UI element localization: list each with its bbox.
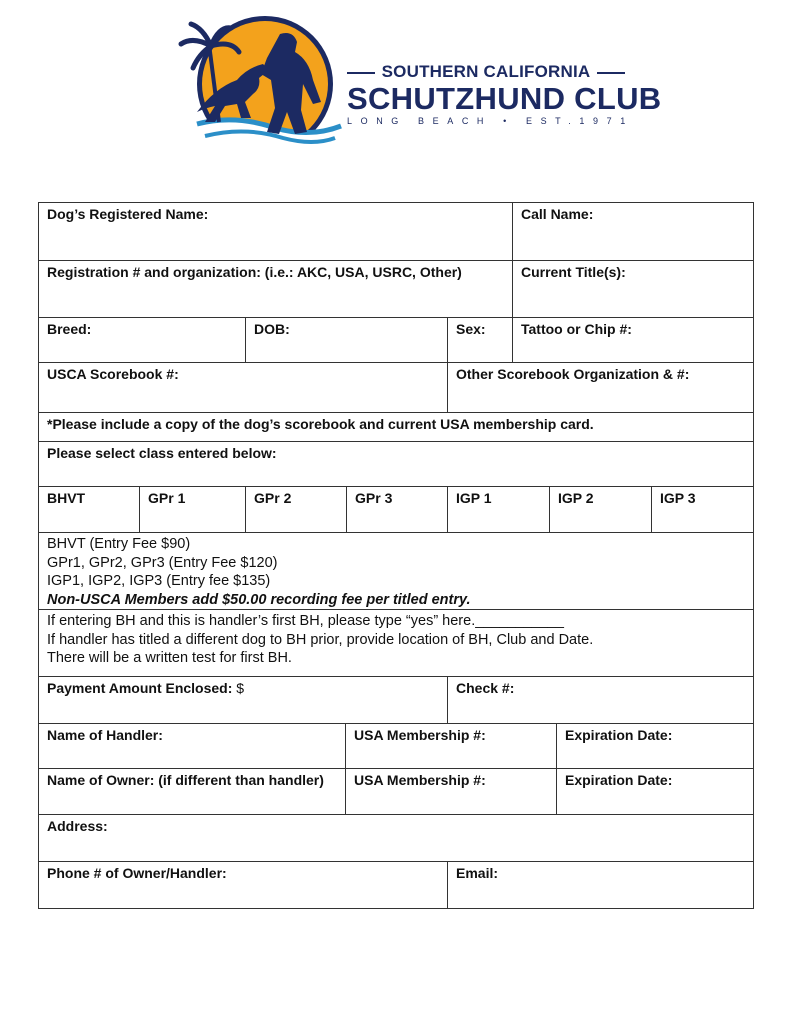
sex-label: Sex:: [456, 321, 486, 337]
call-name-label: Call Name:: [521, 206, 594, 222]
bh-test-line: There will be a written test for first BH.: [47, 650, 292, 666]
class-label: GPr 1: [148, 490, 186, 506]
owner-name-field[interactable]: [39, 769, 346, 815]
class-label: IGP 1: [456, 490, 492, 506]
dob-field[interactable]: [246, 318, 448, 363]
usca-scorebook-field[interactable]: [39, 363, 448, 413]
dog-registered-name-field[interactable]: [39, 203, 513, 261]
owner-expiration-field[interactable]: [557, 769, 753, 815]
owner-usa-membership-field[interactable]: [346, 769, 557, 815]
breed-field[interactable]: [39, 318, 246, 363]
email-label: Email:: [456, 865, 499, 881]
owner-name-label: Name of Owner: (if different than handler): [47, 772, 324, 788]
fee-igp: IGP1, IGP2, IGP3 (Entry fee $135): [47, 573, 271, 589]
wordmark-line2: SCHUTZHUND CLUB: [347, 81, 662, 116]
dollar-sign: $: [232, 680, 245, 696]
check-number-field[interactable]: [448, 677, 753, 724]
divider-left: [347, 72, 375, 74]
other-scorebook-field[interactable]: [448, 363, 753, 413]
breed-label: Breed:: [47, 321, 92, 337]
class-option-bhvt[interactable]: [39, 487, 140, 533]
class-label: GPr 2: [254, 490, 292, 506]
handler-usa-membership-label: USA Membership #:: [354, 727, 486, 743]
handler-name-field[interactable]: [39, 724, 346, 769]
class-option-igp1[interactable]: [448, 487, 550, 533]
owner-usa-membership-label: USA Membership #:: [354, 772, 486, 788]
sex-field[interactable]: [448, 318, 513, 363]
address-field[interactable]: [39, 815, 753, 862]
class-label: IGP 3: [660, 490, 696, 506]
registration-label: Registration # and organization: (i.e.: AKC, USA, USRC, Other): [47, 264, 462, 280]
scorebook-note-text: *Please include a copy of the dog’s scorebook and current USA membership card.: [47, 416, 594, 432]
club-emblem-icon: [175, 14, 350, 154]
class-label: BHVT: [47, 490, 86, 506]
scorebook-note: [39, 413, 753, 442]
payment-amount-field[interactable]: [39, 677, 448, 724]
dob-label: DOB:: [254, 321, 290, 337]
fee-bhvt: BHVT (Entry Fee $90): [47, 536, 191, 552]
call-name-field[interactable]: [513, 203, 753, 261]
bh-prior-line: If handler has titled a different dog to BH prior, provide location of BH, Club and Date.: [47, 631, 594, 648]
wordmark-top: [347, 62, 625, 82]
current-titles-label: Current Title(s):: [521, 264, 626, 280]
tattoo-chip-label: Tattoo or Chip #:: [521, 321, 632, 337]
wordmark-line3: LONG BEACH • EST.1971: [347, 116, 634, 126]
current-titles-field[interactable]: [513, 261, 753, 318]
class-option-gpr1[interactable]: [140, 487, 246, 533]
club-logo: [175, 14, 662, 154]
bh-info[interactable]: [39, 610, 753, 677]
entry-form: [38, 202, 754, 909]
phone-label: Phone # of Owner/Handler:: [47, 865, 227, 881]
address-label: Address:: [47, 818, 108, 834]
club-wordmark: [347, 62, 662, 126]
tattoo-chip-field[interactable]: [513, 318, 753, 363]
usca-scorebook-label: USCA Scorebook #:: [47, 366, 179, 382]
class-label: IGP 2: [558, 490, 594, 506]
phone-field[interactable]: [39, 862, 448, 908]
handler-name-label: Name of Handler:: [47, 727, 163, 743]
payment-amount-label: Payment Amount Enclosed:: [47, 680, 233, 696]
fee-gpr: GPr1, GPr2, GPr3 (Entry Fee $120): [47, 554, 278, 571]
dog-registered-name-label: Dog’s Registered Name:: [47, 206, 209, 222]
divider-right: [597, 72, 625, 74]
email-field[interactable]: [448, 862, 753, 908]
class-option-igp3[interactable]: [652, 487, 753, 533]
check-number-label: Check #:: [456, 680, 515, 696]
fee-non-usca: Non-USCA Members add $50.00 recording fee per titled entry.: [47, 591, 471, 608]
owner-expiration-label: Expiration Date:: [565, 772, 673, 788]
handler-usa-membership-field[interactable]: [346, 724, 557, 769]
wordmark-line1: SOUTHERN CALIFORNIA: [381, 62, 591, 81]
registration-field[interactable]: [39, 261, 513, 318]
handler-expiration-label: Expiration Date:: [565, 727, 673, 743]
entry-fees: [39, 533, 753, 610]
class-option-gpr2[interactable]: [246, 487, 347, 533]
class-label: GPr 3: [355, 490, 393, 506]
select-class-heading: [39, 442, 753, 487]
handler-expiration-field[interactable]: [557, 724, 753, 769]
class-option-igp2[interactable]: [550, 487, 652, 533]
class-option-gpr3[interactable]: [347, 487, 448, 533]
select-class-text: Please select class entered below:: [47, 445, 277, 461]
other-scorebook-label: Other Scorebook Organization & #:: [456, 366, 690, 382]
bh-first-line: If entering BH and this is handler’s first BH, please type “yes” here.___________: [47, 613, 564, 629]
